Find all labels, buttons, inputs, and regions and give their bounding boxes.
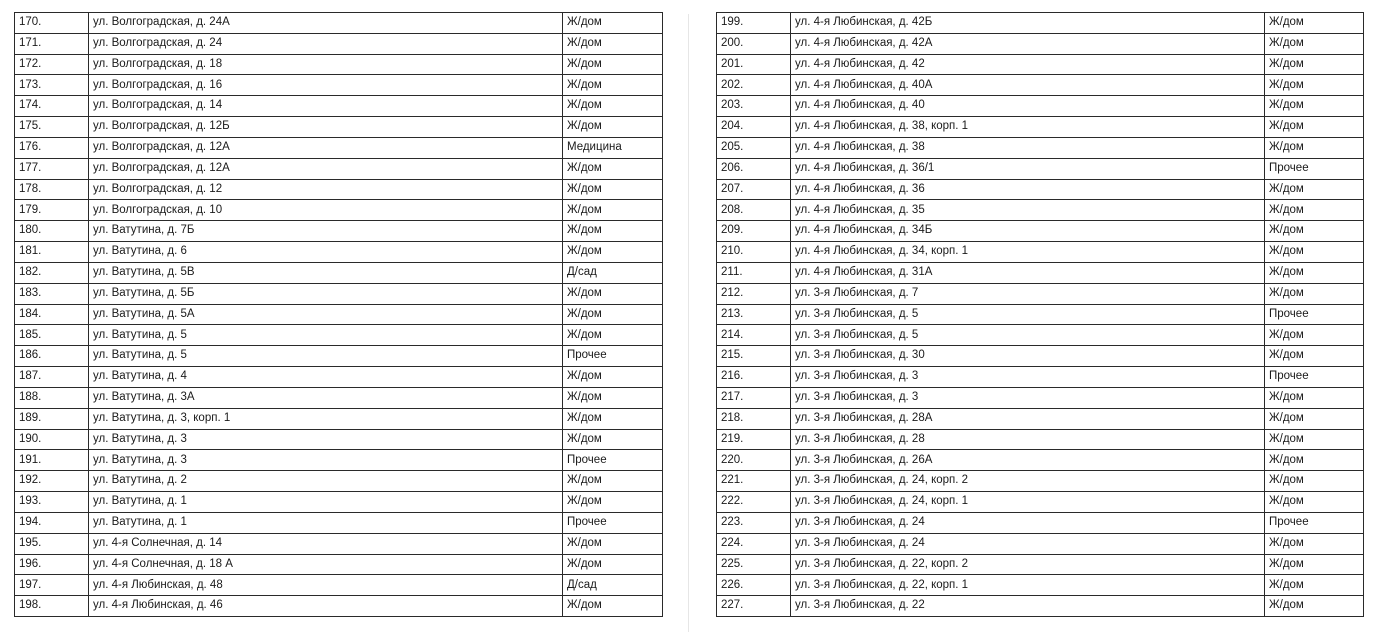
right-table-body <box>717 13 1364 617</box>
row-number-cell: 171. <box>15 33 89 54</box>
address-cell: ул. 4-я Солнечная, д. 14 <box>89 533 563 554</box>
table-row <box>717 283 1364 304</box>
address-cell: ул. 3-я Любинская, д. 5 <box>791 325 1265 346</box>
table-row <box>15 596 663 617</box>
building-type-cell: Ж/дом <box>1265 200 1364 221</box>
address-cell: ул. 3-я Любинская, д. 28 <box>791 429 1265 450</box>
address-cell: ул. 3-я Любинская, д. 30 <box>791 346 1265 367</box>
row-number-cell: 207. <box>717 179 791 200</box>
address-cell: ул. Ватутина, д. 1 <box>89 512 563 533</box>
building-type-cell: Д/сад <box>563 262 663 283</box>
address-cell: ул. Ватутина, д. 5А <box>89 304 563 325</box>
table-row <box>717 429 1364 450</box>
address-cell: ул. 4-я Любинская, д. 31А <box>791 262 1265 283</box>
table-row <box>717 492 1364 513</box>
building-type-cell: Ж/дом <box>1265 137 1364 158</box>
row-number-cell: 180. <box>15 221 89 242</box>
table-row <box>717 450 1364 471</box>
address-cell: ул. 4-я Любинская, д. 42А <box>791 33 1265 54</box>
address-cell: ул. 3-я Любинская, д. 7 <box>791 283 1265 304</box>
address-cell: ул. 4-я Любинская, д. 38 <box>791 137 1265 158</box>
building-type-cell: Ж/дом <box>1265 325 1364 346</box>
page-divider <box>688 14 689 632</box>
table-row <box>717 117 1364 138</box>
row-number-cell: 179. <box>15 200 89 221</box>
address-cell: ул. 3-я Любинская, д. 24, корп. 2 <box>791 471 1265 492</box>
table-row <box>717 575 1364 596</box>
table-row <box>15 54 663 75</box>
row-number-cell: 203. <box>717 96 791 117</box>
building-type-cell: Ж/дом <box>1265 221 1364 242</box>
row-number-cell: 195. <box>15 533 89 554</box>
address-cell: ул. 4-я Любинская, д. 42Б <box>791 13 1265 34</box>
address-cell: ул. 4-я Любинская, д. 40 <box>791 96 1265 117</box>
building-type-cell: Ж/дом <box>1265 283 1364 304</box>
building-type-cell: Ж/дом <box>563 304 663 325</box>
address-cell: ул. 3-я Любинская, д. 3 <box>791 387 1265 408</box>
building-type-cell: Д/сад <box>563 575 663 596</box>
row-number-cell: 226. <box>717 575 791 596</box>
building-type-cell: Ж/дом <box>1265 117 1364 138</box>
row-number-cell: 197. <box>15 575 89 596</box>
row-number-cell: 182. <box>15 262 89 283</box>
address-cell: ул. 4-я Любинская, д. 42 <box>791 54 1265 75</box>
table-row <box>15 387 663 408</box>
building-type-cell: Ж/дом <box>1265 408 1364 429</box>
table-row <box>717 533 1364 554</box>
table-row <box>15 429 663 450</box>
row-number-cell: 214. <box>717 325 791 346</box>
row-number-cell: 211. <box>717 262 791 283</box>
address-cell: ул. Волгоградская, д. 24 <box>89 33 563 54</box>
row-number-cell: 172. <box>15 54 89 75</box>
address-cell: ул. 3-я Любинская, д. 22 <box>791 596 1265 617</box>
table-row <box>717 262 1364 283</box>
address-cell: ул. Волгоградская, д. 14 <box>89 96 563 117</box>
address-cell: ул. Ватутина, д. 3 <box>89 429 563 450</box>
row-number-cell: 188. <box>15 387 89 408</box>
address-cell: ул. 4-я Любинская, д. 36/1 <box>791 158 1265 179</box>
building-type-cell: Ж/дом <box>1265 346 1364 367</box>
table-row <box>15 492 663 513</box>
row-number-cell: 218. <box>717 408 791 429</box>
table-row <box>15 450 663 471</box>
table-row <box>717 33 1364 54</box>
table-row <box>15 75 663 96</box>
address-cell: ул. 4-я Солнечная, д. 18 А <box>89 554 563 575</box>
building-type-cell: Ж/дом <box>563 596 663 617</box>
building-type-cell: Ж/дом <box>1265 575 1364 596</box>
left-address-table <box>14 12 663 617</box>
table-row <box>717 200 1364 221</box>
row-number-cell: 220. <box>717 450 791 471</box>
building-type-cell: Ж/дом <box>563 471 663 492</box>
row-number-cell: 227. <box>717 596 791 617</box>
building-type-cell: Ж/дом <box>1265 596 1364 617</box>
table-row <box>15 304 663 325</box>
row-number-cell: 192. <box>15 471 89 492</box>
table-row <box>15 325 663 346</box>
building-type-cell: Ж/дом <box>563 54 663 75</box>
row-number-cell: 219. <box>717 429 791 450</box>
row-number-cell: 191. <box>15 450 89 471</box>
building-type-cell: Прочее <box>1265 512 1364 533</box>
table-row <box>15 262 663 283</box>
address-cell: ул. 4-я Любинская, д. 38, корп. 1 <box>791 117 1265 138</box>
table-row <box>15 575 663 596</box>
table-row <box>717 367 1364 388</box>
address-cell: ул. 3-я Любинская, д. 24 <box>791 512 1265 533</box>
building-type-cell: Прочее <box>1265 158 1364 179</box>
building-type-cell: Ж/дом <box>1265 554 1364 575</box>
row-number-cell: 210. <box>717 242 791 263</box>
address-cell: ул. Волгоградская, д. 12Б <box>89 117 563 138</box>
row-number-cell: 183. <box>15 283 89 304</box>
address-cell: ул. Ватутина, д. 3А <box>89 387 563 408</box>
building-type-cell: Ж/дом <box>1265 262 1364 283</box>
row-number-cell: 184. <box>15 304 89 325</box>
building-type-cell: Ж/дом <box>563 242 663 263</box>
building-type-cell: Прочее <box>1265 367 1364 388</box>
row-number-cell: 224. <box>717 533 791 554</box>
address-cell: ул. 3-я Любинская, д. 3 <box>791 367 1265 388</box>
address-cell: ул. Ватутина, д. 1 <box>89 492 563 513</box>
table-row <box>15 96 663 117</box>
address-cell: ул. 4-я Любинская, д. 34, корп. 1 <box>791 242 1265 263</box>
row-number-cell: 208. <box>717 200 791 221</box>
left-table-body <box>15 13 663 617</box>
building-type-cell: Ж/дом <box>563 200 663 221</box>
table-row <box>717 304 1364 325</box>
address-cell: ул. Ватутина, д. 5Б <box>89 283 563 304</box>
building-type-cell: Ж/дом <box>1265 429 1364 450</box>
row-number-cell: 181. <box>15 242 89 263</box>
building-type-cell: Ж/дом <box>563 387 663 408</box>
row-number-cell: 200. <box>717 33 791 54</box>
row-number-cell: 209. <box>717 221 791 242</box>
address-cell: ул. Волгоградская, д. 12 <box>89 179 563 200</box>
table-row <box>15 408 663 429</box>
building-type-cell: Прочее <box>563 450 663 471</box>
row-number-cell: 212. <box>717 283 791 304</box>
table-row <box>717 554 1364 575</box>
address-cell: ул. 3-я Любинская, д. 26А <box>791 450 1265 471</box>
row-number-cell: 190. <box>15 429 89 450</box>
table-row <box>717 408 1364 429</box>
address-cell: ул. 4-я Любинская, д. 36 <box>791 179 1265 200</box>
table-row <box>717 512 1364 533</box>
building-type-cell: Ж/дом <box>1265 450 1364 471</box>
building-type-cell: Ж/дом <box>563 325 663 346</box>
row-number-cell: 206. <box>717 158 791 179</box>
building-type-cell: Ж/дом <box>563 75 663 96</box>
table-row <box>15 33 663 54</box>
address-cell: ул. Волгоградская, д. 10 <box>89 200 563 221</box>
table-row <box>15 117 663 138</box>
address-cell: ул. 4-я Любинская, д. 35 <box>791 200 1265 221</box>
building-type-cell: Ж/дом <box>1265 179 1364 200</box>
address-cell: ул. Ватутина, д. 3 <box>89 450 563 471</box>
table-row <box>717 325 1364 346</box>
address-cell: ул. 3-я Любинская, д. 24 <box>791 533 1265 554</box>
building-type-cell: Ж/дом <box>1265 96 1364 117</box>
building-type-cell: Ж/дом <box>563 492 663 513</box>
row-number-cell: 215. <box>717 346 791 367</box>
address-cell: ул. Ватутина, д. 2 <box>89 471 563 492</box>
row-number-cell: 178. <box>15 179 89 200</box>
table-row <box>15 242 663 263</box>
address-cell: ул. Ватутина, д. 5 <box>89 325 563 346</box>
address-cell: ул. 3-я Любинская, д. 22, корп. 1 <box>791 575 1265 596</box>
address-cell: ул. 4-я Любинская, д. 46 <box>89 596 563 617</box>
table-row <box>717 346 1364 367</box>
building-type-cell: Ж/дом <box>1265 471 1364 492</box>
table-row <box>15 346 663 367</box>
row-number-cell: 201. <box>717 54 791 75</box>
row-number-cell: 221. <box>717 471 791 492</box>
table-row <box>15 554 663 575</box>
table-row <box>15 200 663 221</box>
row-number-cell: 187. <box>15 367 89 388</box>
address-cell: ул. 4-я Любинская, д. 48 <box>89 575 563 596</box>
building-type-cell: Ж/дом <box>1265 533 1364 554</box>
address-cell: ул. Волгоградская, д. 12А <box>89 137 563 158</box>
table-row <box>15 137 663 158</box>
row-number-cell: 173. <box>15 75 89 96</box>
right-address-table <box>716 12 1364 617</box>
address-cell: ул. 3-я Любинская, д. 22, корп. 2 <box>791 554 1265 575</box>
table-row <box>717 387 1364 408</box>
building-type-cell: Ж/дом <box>1265 492 1364 513</box>
table-row <box>717 221 1364 242</box>
row-number-cell: 189. <box>15 408 89 429</box>
row-number-cell: 186. <box>15 346 89 367</box>
address-cell: ул. 3-я Любинская, д. 28А <box>791 408 1265 429</box>
row-number-cell: 176. <box>15 137 89 158</box>
building-type-cell: Ж/дом <box>563 283 663 304</box>
address-cell: ул. Ватутина, д. 6 <box>89 242 563 263</box>
building-type-cell: Прочее <box>563 512 663 533</box>
building-type-cell: Прочее <box>563 346 663 367</box>
address-cell: ул. Волгоградская, д. 24А <box>89 13 563 34</box>
row-number-cell: 217. <box>717 387 791 408</box>
building-type-cell: Ж/дом <box>1265 75 1364 96</box>
row-number-cell: 170. <box>15 13 89 34</box>
table-row <box>15 158 663 179</box>
row-number-cell: 198. <box>15 596 89 617</box>
row-number-cell: 193. <box>15 492 89 513</box>
table-row <box>15 179 663 200</box>
row-number-cell: 196. <box>15 554 89 575</box>
table-row <box>15 283 663 304</box>
table-row <box>717 75 1364 96</box>
row-number-cell: 175. <box>15 117 89 138</box>
row-number-cell: 216. <box>717 367 791 388</box>
row-number-cell: 205. <box>717 137 791 158</box>
table-row <box>15 13 663 34</box>
building-type-cell: Ж/дом <box>563 408 663 429</box>
address-cell: ул. Ватутина, д. 7Б <box>89 221 563 242</box>
row-number-cell: 225. <box>717 554 791 575</box>
table-row <box>717 179 1364 200</box>
row-number-cell: 213. <box>717 304 791 325</box>
building-type-cell: Ж/дом <box>563 179 663 200</box>
table-row <box>15 221 663 242</box>
row-number-cell: 185. <box>15 325 89 346</box>
address-cell: ул. 4-я Любинская, д. 40А <box>791 75 1265 96</box>
address-cell: ул. Волгоградская, д. 12А <box>89 158 563 179</box>
address-cell: ул. 4-я Любинская, д. 34Б <box>791 221 1265 242</box>
row-number-cell: 194. <box>15 512 89 533</box>
row-number-cell: 223. <box>717 512 791 533</box>
building-type-cell: Ж/дом <box>1265 13 1364 34</box>
row-number-cell: 222. <box>717 492 791 513</box>
address-cell: ул. Волгоградская, д. 16 <box>89 75 563 96</box>
table-row <box>717 96 1364 117</box>
address-cell: ул. Волгоградская, д. 18 <box>89 54 563 75</box>
building-type-cell: Ж/дом <box>1265 242 1364 263</box>
table-row <box>717 596 1364 617</box>
building-type-cell: Ж/дом <box>563 158 663 179</box>
row-number-cell: 199. <box>717 13 791 34</box>
building-type-cell: Ж/дом <box>563 554 663 575</box>
table-row <box>15 471 663 492</box>
address-cell: ул. Ватутина, д. 4 <box>89 367 563 388</box>
table-row <box>717 137 1364 158</box>
table-row <box>15 512 663 533</box>
row-number-cell: 177. <box>15 158 89 179</box>
building-type-cell: Ж/дом <box>1265 387 1364 408</box>
address-cell: ул. 3-я Любинская, д. 24, корп. 1 <box>791 492 1265 513</box>
address-cell: ул. Ватутина, д. 5 <box>89 346 563 367</box>
row-number-cell: 204. <box>717 117 791 138</box>
table-row <box>717 13 1364 34</box>
building-type-cell: Ж/дом <box>563 221 663 242</box>
building-type-cell: Ж/дом <box>563 33 663 54</box>
building-type-cell: Ж/дом <box>563 13 663 34</box>
address-cell: ул. Ватутина, д. 3, корп. 1 <box>89 408 563 429</box>
table-row <box>717 54 1364 75</box>
table-row <box>717 158 1364 179</box>
table-row <box>717 471 1364 492</box>
building-type-cell: Прочее <box>1265 304 1364 325</box>
address-cell: ул. 3-я Любинская, д. 5 <box>791 304 1265 325</box>
row-number-cell: 202. <box>717 75 791 96</box>
table-row <box>15 367 663 388</box>
building-type-cell: Ж/дом <box>563 429 663 450</box>
building-type-cell: Ж/дом <box>563 533 663 554</box>
table-row <box>717 242 1364 263</box>
building-type-cell: Ж/дом <box>563 96 663 117</box>
row-number-cell: 174. <box>15 96 89 117</box>
address-cell: ул. Ватутина, д. 5В <box>89 262 563 283</box>
building-type-cell: Ж/дом <box>563 117 663 138</box>
building-type-cell: Медицина <box>563 137 663 158</box>
building-type-cell: Ж/дом <box>1265 33 1364 54</box>
building-type-cell: Ж/дом <box>1265 54 1364 75</box>
table-row <box>15 533 663 554</box>
building-type-cell: Ж/дом <box>563 367 663 388</box>
